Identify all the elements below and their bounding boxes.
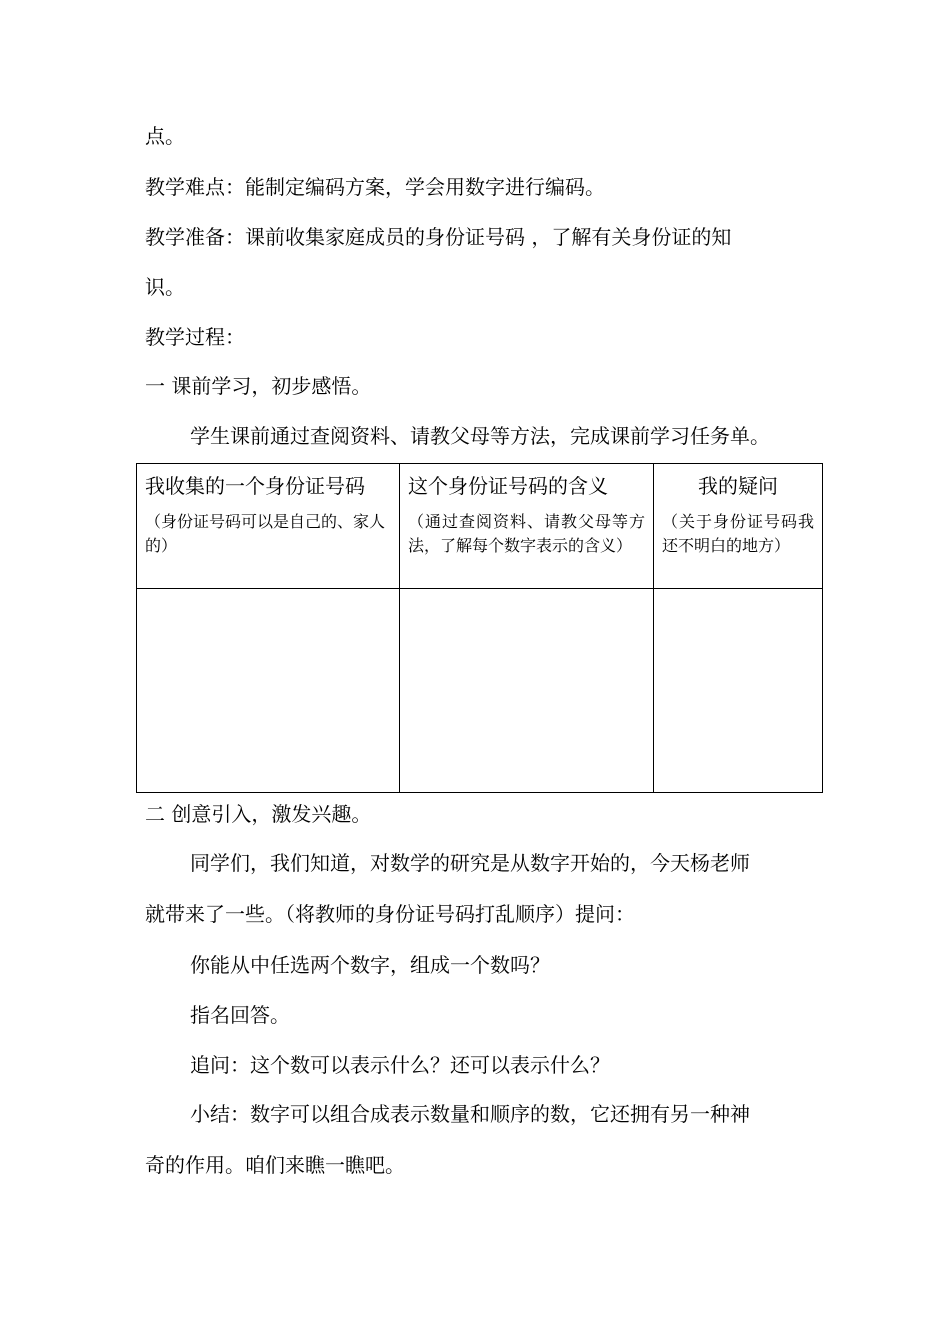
- text-line-9: 同学们，我们知道，对数学的研究是从数字开始的，今天杨老师: [190, 851, 750, 875]
- text-line-1: 点。: [145, 124, 185, 148]
- table-header-note: （通过查阅资料、请教父母等方法，了解每个数字表示的含义）: [408, 512, 645, 555]
- text-line-10: 就带来了一些。（将教师的身份证号码打乱顺序）提问：: [145, 902, 635, 926]
- text-line-question: 你能从中任选两个数字，组成一个数吗？: [190, 953, 550, 977]
- text-line-teaching-prep: 教学准备：课前收集家庭成员的身份证号码 ，了解有关身份证的知: [145, 225, 732, 249]
- text-line-follow-up: 追问：这个数可以表示什么？还可以表示什么？: [190, 1053, 610, 1077]
- text-line-12: 指名回答。: [190, 1003, 290, 1027]
- section-heading-teaching-process: 教学过程：: [145, 325, 245, 349]
- table-header-cell-id-number: [137, 464, 400, 589]
- table-header-title: 这个身份证号码的含义: [408, 474, 608, 498]
- text-line-15: 奇的作用。咱们来瞧一瞧吧。: [145, 1153, 405, 1177]
- table-header-title: 我收集的一个身份证号码: [145, 474, 365, 498]
- text-line-task-intro: 学生课前通过查阅资料、请教父母等方法，完成课前学习任务单。: [190, 424, 770, 448]
- table-answer-row: [137, 589, 823, 793]
- table-header-note: （身份证号码可以是自己的、家人的）: [145, 512, 386, 555]
- table-answer-cell[interactable]: [400, 589, 654, 793]
- table-answer-cell[interactable]: [654, 589, 823, 793]
- text-line-summary: 小结：数字可以组合成表示数量和顺序的数，它还拥有另一种神: [190, 1102, 750, 1126]
- table-header-note: （关于身份证号码我还不明白的地方）: [662, 512, 814, 555]
- table-header-title: 我的疑问: [698, 474, 778, 498]
- table-header-cell-meaning: [400, 464, 654, 589]
- text-line-4: 识。: [145, 275, 185, 299]
- table-answer-cell[interactable]: [137, 589, 400, 793]
- table-header-cell-questions: [654, 464, 823, 589]
- pre-class-task-table: [136, 463, 823, 793]
- table-header-row: [137, 464, 823, 589]
- section-heading-two: 二 创意引入，激发兴趣。: [145, 802, 372, 826]
- section-heading-one: 一 课前学习，初步感悟。: [145, 374, 372, 398]
- text-line-teaching-difficulty: 教学难点：能制定编码方案，学会用数字进行编码。: [145, 175, 605, 199]
